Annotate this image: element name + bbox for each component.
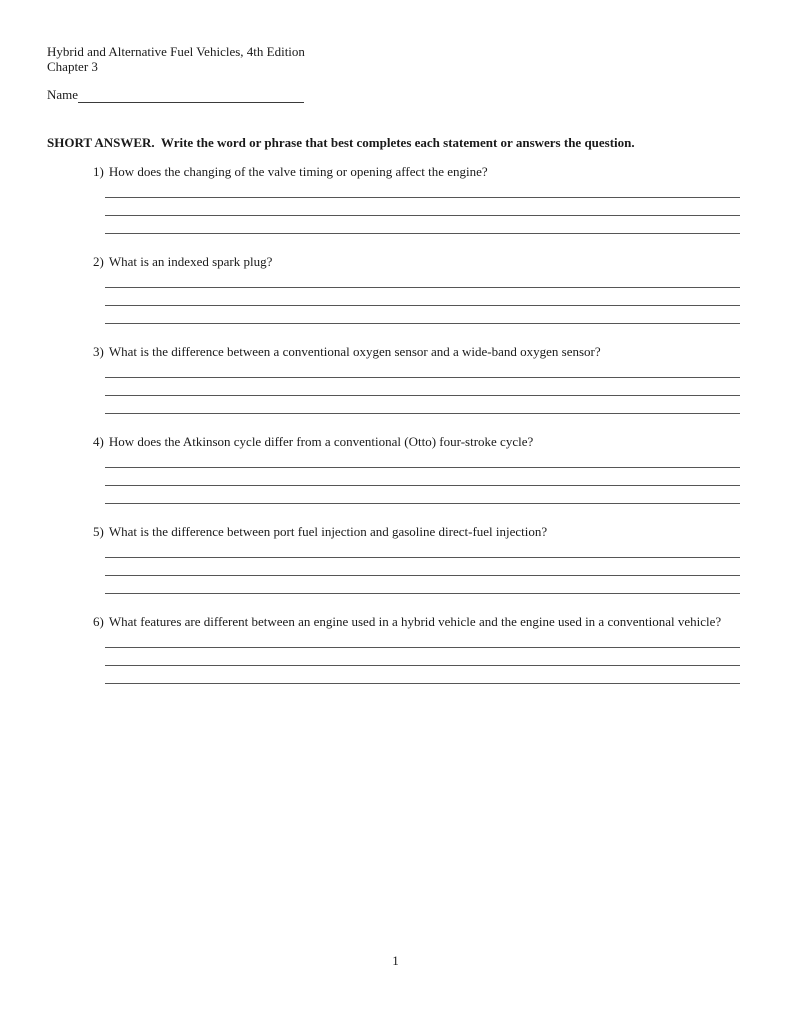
answer-blank-line <box>105 558 740 576</box>
page-number: 1 <box>392 953 399 968</box>
question-text <box>93 613 740 630</box>
question-body: How does the changing of the valve timing or opening affect the engine? <box>108 164 488 179</box>
document-header <box>47 44 740 74</box>
question-text <box>93 163 740 180</box>
question-text <box>93 253 740 270</box>
answer-blank-line <box>105 576 740 594</box>
name-blank-line <box>78 88 304 103</box>
answer-blank-line <box>105 378 740 396</box>
answer-lines <box>105 360 740 414</box>
answer-blank-line <box>105 198 740 216</box>
answer-blank-line <box>105 216 740 234</box>
answer-blank-line <box>105 666 740 684</box>
question-number: 5) <box>93 524 104 539</box>
question-number: 6) <box>93 614 104 629</box>
answer-blank-line <box>105 306 740 324</box>
question-4 <box>47 433 740 504</box>
answer-lines <box>105 540 740 594</box>
answer-blank-line <box>105 630 740 648</box>
question-3 <box>47 343 740 414</box>
question-number: 2) <box>93 254 104 269</box>
question-5 <box>47 523 740 594</box>
chapter-label: Chapter 3 <box>47 59 98 74</box>
answer-blank-line <box>105 288 740 306</box>
answer-blank-line <box>105 468 740 486</box>
answer-lines <box>105 270 740 324</box>
answer-blank-line <box>105 396 740 414</box>
question-body: What is the difference between port fuel injection and gasoline direct-fuel injection? <box>108 524 548 539</box>
question-body: What features are different between an engine used in a hybrid vehicle and the engine used in a conventional vehicle? <box>108 614 722 629</box>
question-text <box>93 433 740 450</box>
question-number: 4) <box>93 434 104 449</box>
section-instructions: SHORT ANSWER. Write the word or phrase that best completes each statement or answers the question. <box>47 135 635 150</box>
answer-blank-line <box>105 486 740 504</box>
question-2 <box>47 253 740 324</box>
question-text <box>93 523 740 540</box>
question-body: What is an indexed spark plug? <box>108 254 273 269</box>
answer-blank-line <box>105 450 740 468</box>
name-row <box>47 86 740 103</box>
answer-blank-line <box>105 648 740 666</box>
answer-blank-line <box>105 180 740 198</box>
answer-blank-line <box>105 360 740 378</box>
question-text <box>93 343 740 360</box>
answer-lines <box>105 450 740 504</box>
answer-blank-line <box>105 540 740 558</box>
answer-blank-line <box>105 270 740 288</box>
question-number: 3) <box>93 344 104 359</box>
question-6 <box>47 613 740 684</box>
name-label: Name <box>47 87 79 102</box>
document-title: Hybrid and Alternative Fuel Vehicles, 4th Edition <box>47 44 305 59</box>
question-body: How does the Atkinson cycle differ from a conventional (Otto) four-stroke cycle? <box>108 434 534 449</box>
question-body: What is the difference between a conventional oxygen sensor and a wide-band oxygen sensor? <box>108 344 601 359</box>
question-1 <box>47 163 740 234</box>
answer-lines <box>105 180 740 234</box>
answer-lines <box>105 630 740 684</box>
question-number: 1) <box>93 164 104 179</box>
